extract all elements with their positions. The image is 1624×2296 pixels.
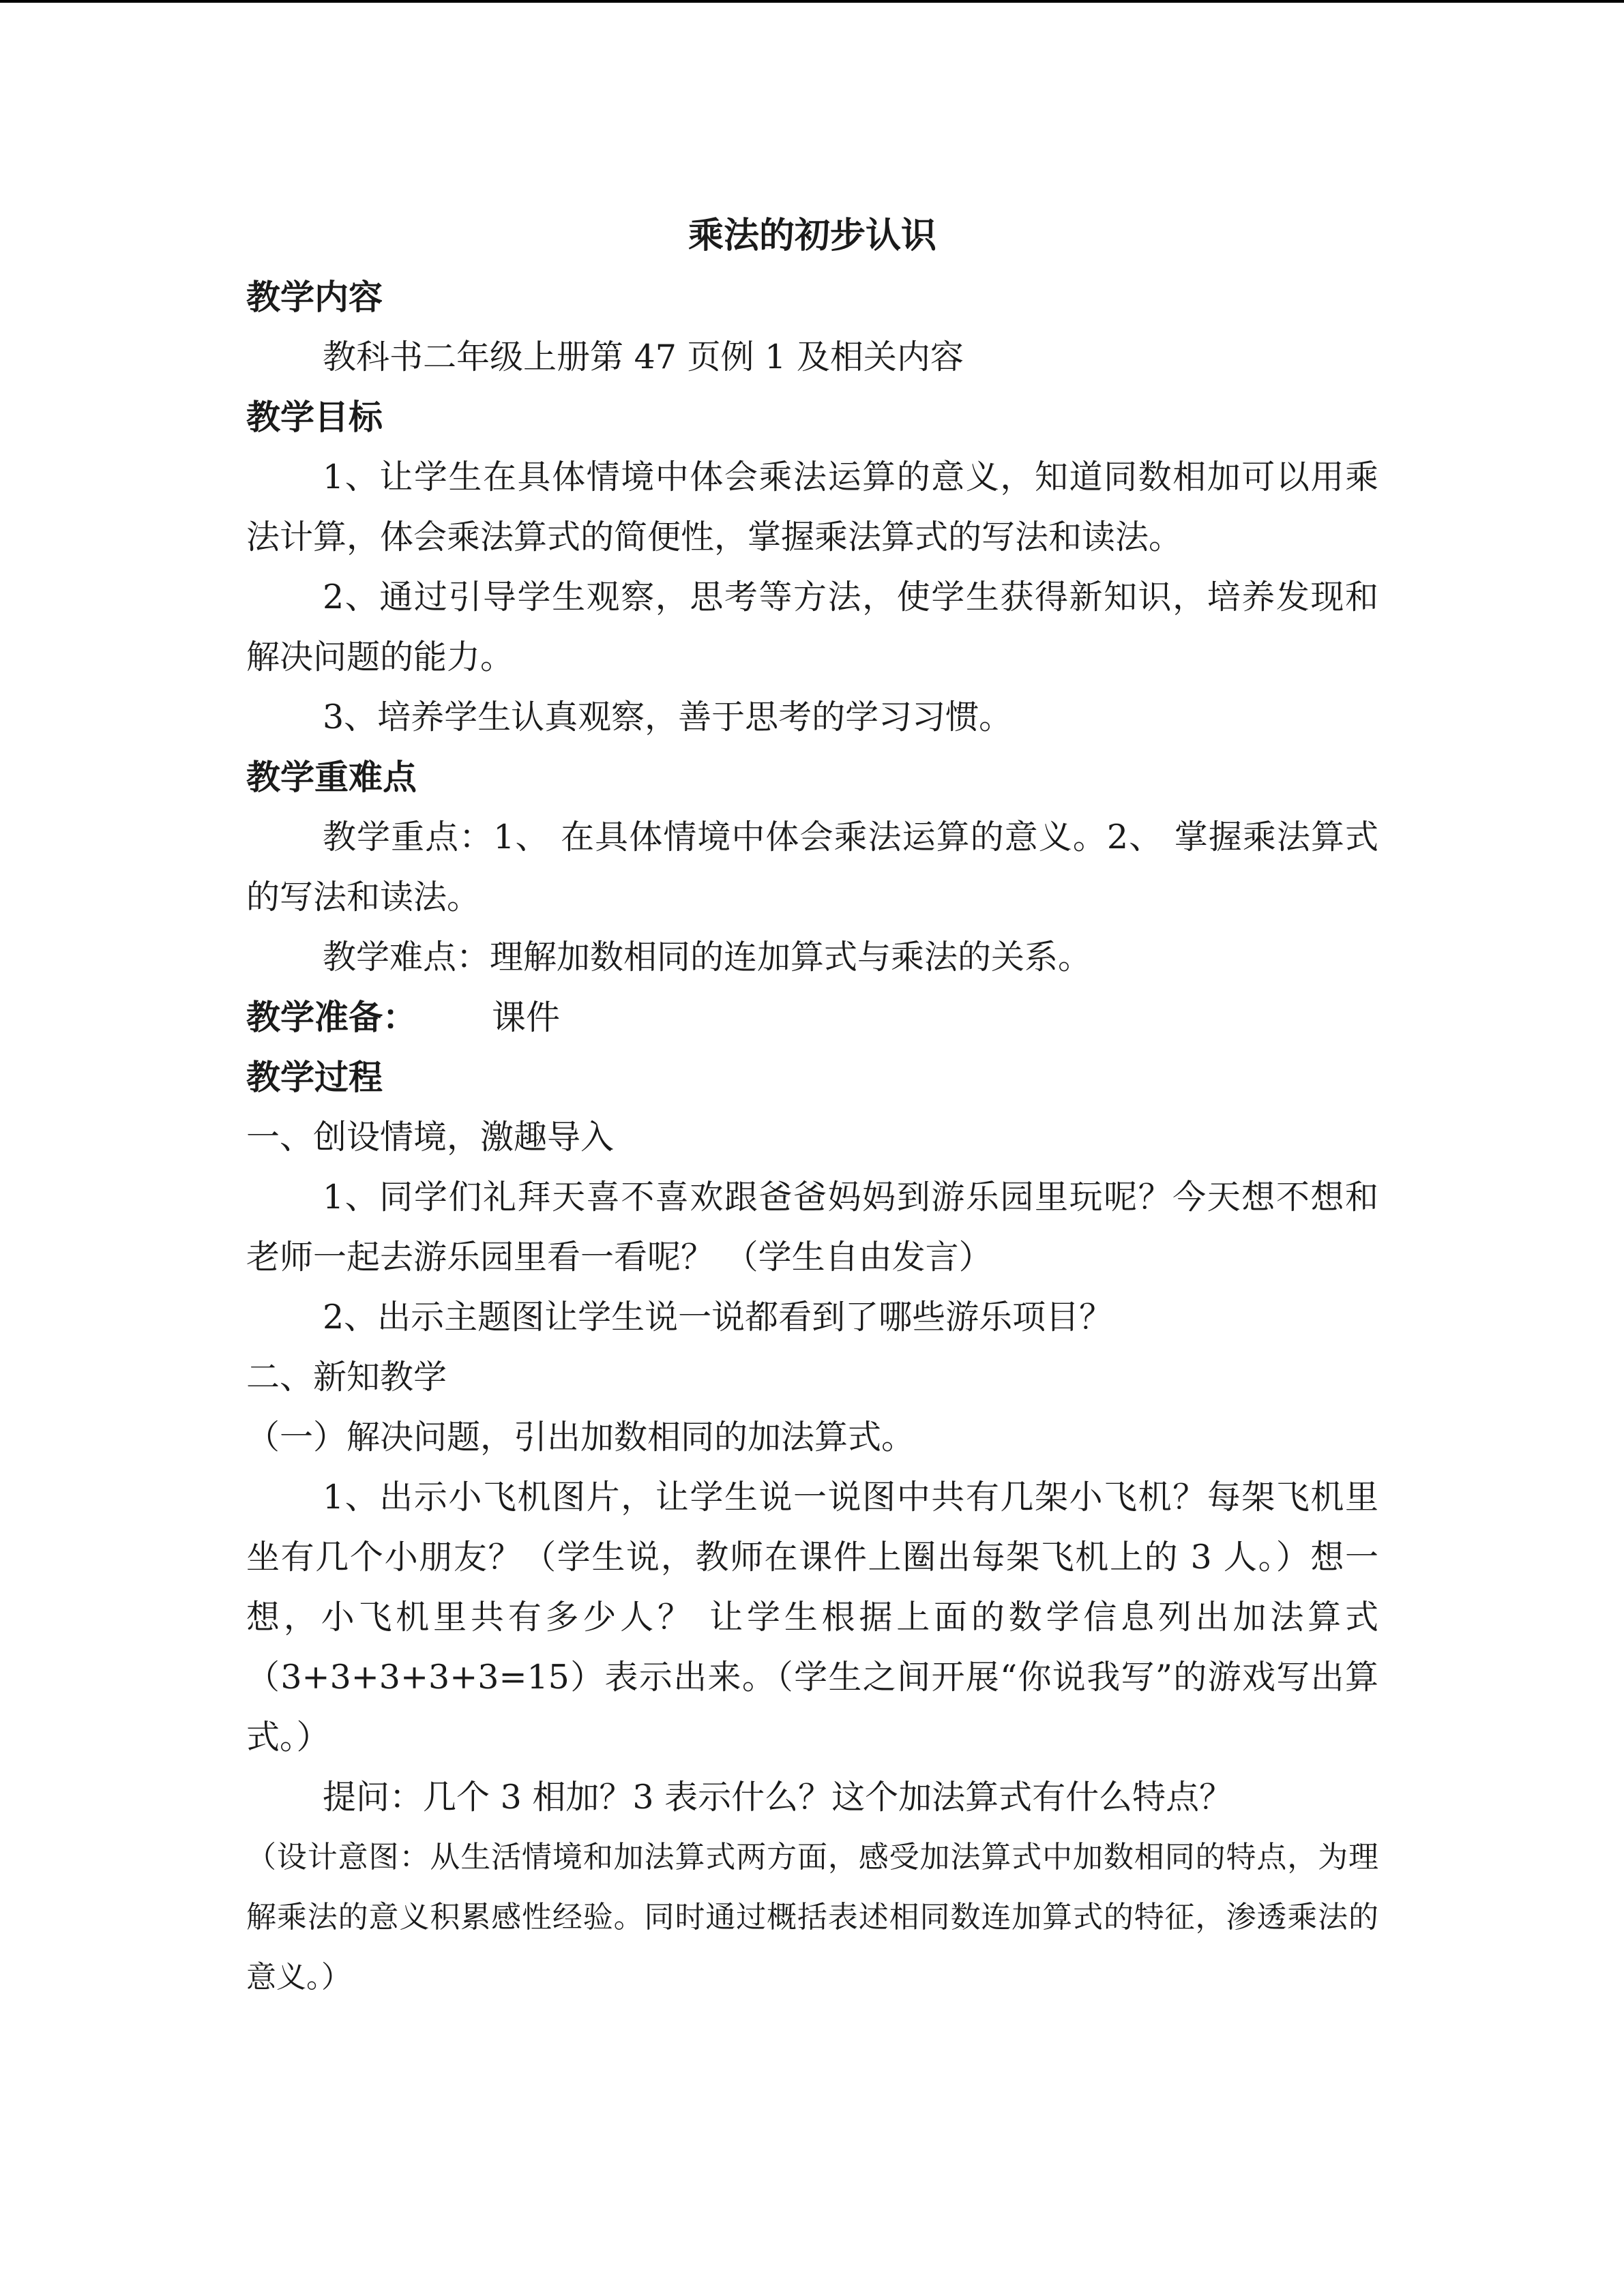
goal-3: 3、培养学生认真观察，善于思考的学习习惯。 — [323, 698, 1013, 736]
goal-2: 2、通过引导学生观察，思考等方法，使学生获得新知识，培养发现和解决问题的能力。 — [246, 578, 1378, 676]
document-title: 乘法的初步认识 — [688, 215, 936, 256]
document-page — [246, 205, 1378, 2008]
step-2-title: 二、新知教学 — [246, 1358, 447, 1397]
step-2-paragraph-1: 1、出示小飞机图片，让学生说一说图中共有几架小飞机？每架飞机里坐有几个小朋友？（学生说，教师在课件上圈出每架飞机上的 3 人。）想一想，小飞机里共有多少人？ 让学生根据上面的数学信息列出加法算式（3+3+3+3+3=15）表示出来。（学生之间开展“你说我写”的游戏写出算式。） — [246, 1478, 1378, 1757]
heading-key-points: 教学重难点 — [246, 758, 417, 797]
heading-content: 教学内容 — [246, 278, 383, 317]
step-1-paragraph-1: 1、同学们礼拜天喜不喜欢跟爸爸妈妈到游乐园里玩呢？今天想不想和老师一起去游乐园里看一看呢？ （学生自由发言） — [246, 1178, 1378, 1277]
step-2-paragraph-2: 提问：几个 3 相加？3 表示什么？这个加法算式有什么特点？ — [323, 1778, 1233, 1817]
heading-preparation — [246, 987, 1378, 1047]
step-1-title: 一、创设情境，激趣导入 — [246, 1118, 615, 1157]
key-point: 教学重点：1、 在具体情境中体会乘法运算的意义。2、 掌握乘法算式的写法和读法。 — [246, 818, 1378, 916]
step-2-subtitle: （一）解决问题，引出加数相同的加法算式。 — [246, 1418, 915, 1457]
preparation-value: 课件 — [492, 998, 560, 1037]
goal-1: 1、让学生在具体情境中体会乘法运算的意义，知道同数相加可以用乘法计算，体会乘法算式的简便性，掌握乘法算式的写法和读法。 — [246, 458, 1378, 556]
content-text: 教科书二年级上册第 47 页例 1 及相关内容 — [323, 338, 964, 376]
heading-process: 教学过程 — [246, 1058, 383, 1097]
difficult-point: 教学难点：理解加数相同的连加算式与乘法的关系。 — [323, 938, 1092, 976]
preparation-label: 教学准备： — [246, 998, 417, 1037]
design-note: （设计意图：从生活情境和加法算式两方面，感受加法算式中加数相同的特点，为理解乘法的意义积累感性经验。同时通过概括表述相同数连加算式的特征，渗透乘法的意义。） — [246, 1840, 1378, 1995]
step-1-paragraph-2: 2、出示主题图让学生说一说都看到了哪些游乐项目？ — [323, 1298, 1113, 1337]
heading-goals: 教学目标 — [246, 398, 383, 437]
top-border-line — [0, 0, 1624, 3]
